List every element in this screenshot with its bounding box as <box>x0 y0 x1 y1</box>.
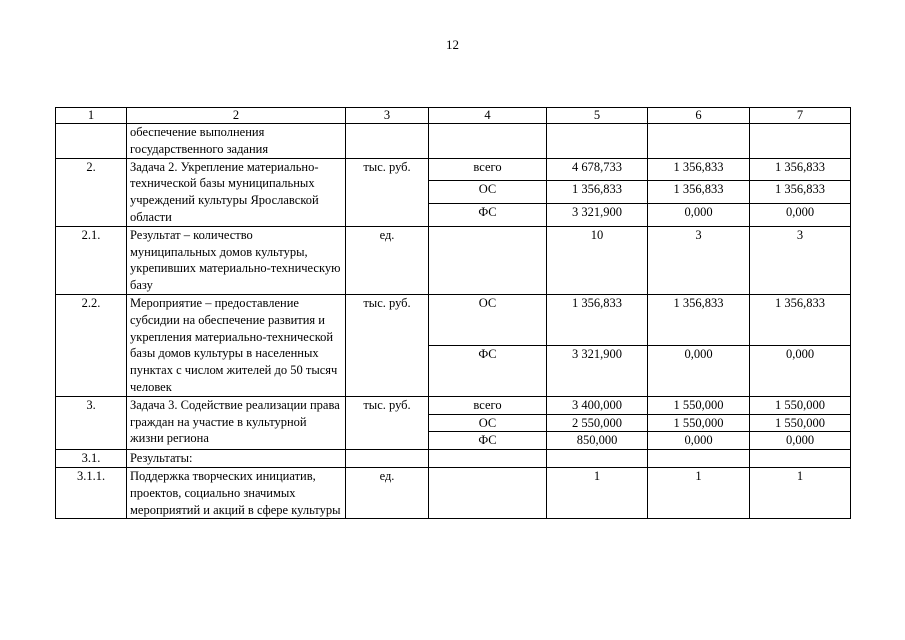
row-source-cell: ФС <box>429 204 547 227</box>
row-value-col5 <box>547 124 648 159</box>
row-source-cell <box>429 450 547 468</box>
table-row <box>56 396 851 414</box>
header-cell: 3 <box>346 108 429 124</box>
row-value-col5: 3 400,000 <box>547 396 648 414</box>
row-value-col6: 1 550,000 <box>648 396 750 414</box>
row-value-col7: 1 550,000 <box>750 414 851 432</box>
header-cell: 6 <box>648 108 750 124</box>
row-value-col6: 3 <box>648 226 750 294</box>
table-row <box>56 450 851 468</box>
row-unit-cell: тыс. руб. <box>346 294 429 396</box>
table-header-row <box>56 108 851 124</box>
data-table <box>55 107 851 519</box>
row-value-col7: 0,000 <box>750 345 851 396</box>
table-row <box>56 226 851 294</box>
row-value-col7: 1 356,833 <box>750 181 851 204</box>
page-number: 12 <box>446 37 459 52</box>
row-value-col6: 1 356,833 <box>648 294 750 345</box>
row-value-col7: 1 356,833 <box>750 294 851 345</box>
row-value-col5: 3 321,900 <box>547 204 648 227</box>
row-source-cell: ФС <box>429 432 547 450</box>
row-value-col6: 0,000 <box>648 432 750 450</box>
row-value-col7: 0,000 <box>750 204 851 227</box>
row-value-col5: 3 321,900 <box>547 345 648 396</box>
row-value-col7: 1 <box>750 467 851 518</box>
row-value-col7: 1 550,000 <box>750 396 851 414</box>
row-value-col7: 1 356,833 <box>750 158 851 181</box>
header-cell: 4 <box>429 108 547 124</box>
row-number-cell: 2.2. <box>56 294 127 396</box>
row-source-cell <box>429 467 547 518</box>
row-name-cell: Результат – количество муниципальных домов культуры, укрепивших материально-техническую базу <box>127 226 346 294</box>
header-cell: 7 <box>750 108 851 124</box>
row-value-col6: 0,000 <box>648 204 750 227</box>
row-unit-cell: тыс. руб. <box>346 396 429 449</box>
row-name-cell: Задача 2. Укрепление материально-технической базы муниципальных учреждений культуры Ярославской области <box>127 158 346 226</box>
row-value-col7 <box>750 450 851 468</box>
header-cell: 2 <box>127 108 346 124</box>
row-value-col7: 0,000 <box>750 432 851 450</box>
row-source-cell <box>429 124 547 159</box>
row-value-col6: 1 <box>648 467 750 518</box>
row-unit-cell: ед. <box>346 226 429 294</box>
row-value-col5: 1 <box>547 467 648 518</box>
row-number-cell: 3.1.1. <box>56 467 127 518</box>
row-source-cell: ОС <box>429 414 547 432</box>
row-value-col5 <box>547 450 648 468</box>
row-number-cell: 3. <box>56 396 127 449</box>
row-value-col6: 0,000 <box>648 345 750 396</box>
row-unit-cell: тыс. руб. <box>346 158 429 226</box>
table-row <box>56 124 851 159</box>
header-cell: 1 <box>56 108 127 124</box>
table-row <box>56 158 851 181</box>
row-value-col7 <box>750 124 851 159</box>
row-number-cell: 2. <box>56 158 127 226</box>
row-value-col6: 1 356,833 <box>648 181 750 204</box>
row-number-cell: 3.1. <box>56 450 127 468</box>
row-value-col5: 10 <box>547 226 648 294</box>
row-value-col5: 4 678,733 <box>547 158 648 181</box>
row-number-cell <box>56 124 127 159</box>
row-source-cell: ОС <box>429 181 547 204</box>
row-unit-cell: ед. <box>346 467 429 518</box>
row-source-cell <box>429 226 547 294</box>
row-unit-cell <box>346 124 429 159</box>
table-row <box>56 467 851 518</box>
row-name-cell: обеспечение выполнения государственного задания <box>127 124 346 159</box>
row-name-cell: Мероприятие – предоставление субсидии на обеспечение развития и укрепления материально-технической базы домов культуры в населенных пунктах с числом жителей до 50 тысяч человек <box>127 294 346 396</box>
row-value-col6: 1 356,833 <box>648 158 750 181</box>
header-cell: 5 <box>547 108 648 124</box>
row-value-col6 <box>648 450 750 468</box>
row-source-cell: ОС <box>429 294 547 345</box>
row-unit-cell <box>346 450 429 468</box>
row-value-col5: 1 356,833 <box>547 181 648 204</box>
row-source-cell: ФС <box>429 345 547 396</box>
row-value-col5: 850,000 <box>547 432 648 450</box>
row-value-col5: 1 356,833 <box>547 294 648 345</box>
row-source-cell: всего <box>429 158 547 181</box>
row-value-col7: 3 <box>750 226 851 294</box>
table-row <box>56 294 851 345</box>
row-source-cell: всего <box>429 396 547 414</box>
row-value-col6: 1 550,000 <box>648 414 750 432</box>
row-value-col5: 2 550,000 <box>547 414 648 432</box>
row-value-col6 <box>648 124 750 159</box>
row-name-cell: Задача 3. Содействие реализации права граждан на участие в культурной жизни региона <box>127 396 346 449</box>
row-name-cell: Результаты: <box>127 450 346 468</box>
row-number-cell: 2.1. <box>56 226 127 294</box>
row-name-cell: Поддержка творческих инициатив, проектов, социально значимых мероприятий и акций в сфере культуры <box>127 467 346 518</box>
